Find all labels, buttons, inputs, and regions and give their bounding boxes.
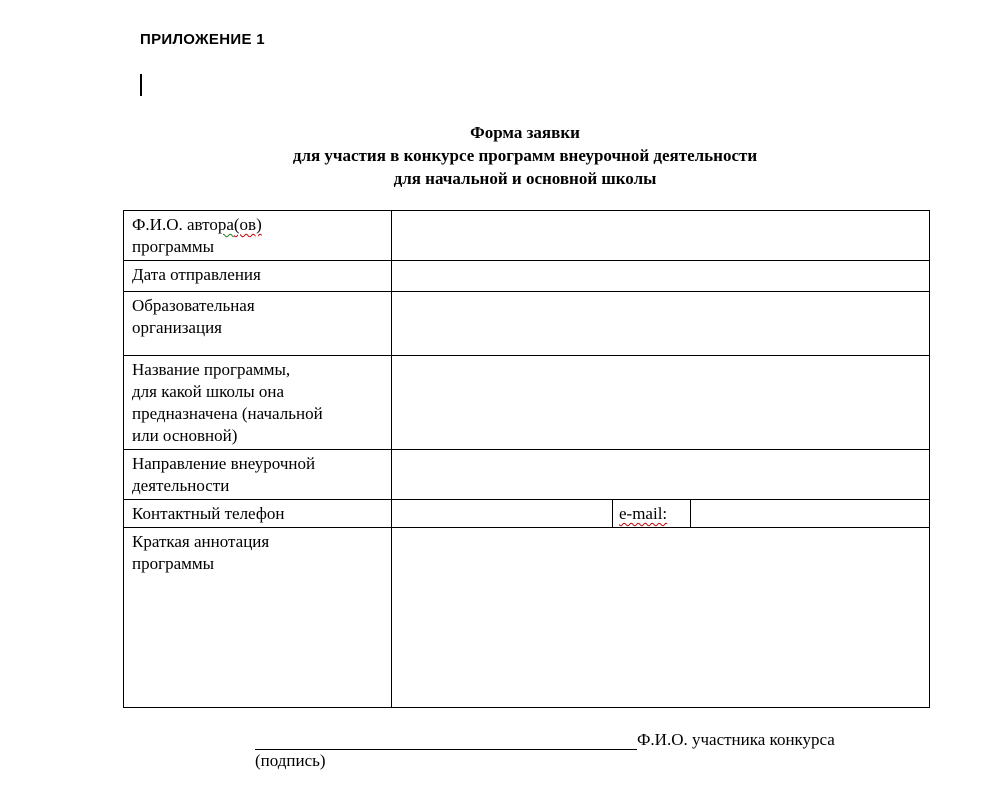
table-row-nazvanie-programmy [124, 356, 930, 450]
application-form-table [123, 210, 930, 708]
label-plain-text: Ф.И.О. авто [132, 215, 218, 234]
value-cell-obrazovatelnaya-organizatsiya[interactable] [392, 292, 930, 356]
signature-podpis-label: (подпись) [255, 751, 326, 770]
form-title: Форма заявки для участия в конкурсе программ внеурочной деятельности для начальной и основной школы [292, 123, 758, 188]
label-cell-nazvanie-programmy: Название программы, для какой школы она предназначена (начальной или основной) [124, 356, 392, 450]
value-cell-kratkaya-annotatsiya[interactable] [392, 528, 930, 708]
label-cell-fio-avtora [124, 211, 392, 261]
email-label-cell [613, 500, 691, 528]
label-line2-text: программы [132, 237, 215, 256]
label-cell-napravlenie-deyatelnosti: Направление внеурочной деятельности [124, 450, 392, 500]
table-row-obrazovatelnaya-organizatsiya [124, 292, 930, 356]
value-cell-email[interactable] [691, 500, 930, 528]
label-cell-obrazovatelnaya-organizatsiya: Образовательная организация [124, 292, 392, 356]
table-row-fio-avtora [124, 211, 930, 261]
value-cell-telefon[interactable] [392, 500, 613, 528]
appendix-heading: ПРИЛОЖЕНИЕ 1 [140, 31, 265, 48]
text-cursor [140, 74, 142, 96]
table-row-kontaktny-telefon [124, 500, 930, 528]
signature-block [255, 729, 835, 750]
label-cell-kontaktny-telefon: Контактный телефон [124, 500, 392, 528]
email-label: e-mail: [619, 504, 668, 523]
table-row-data-otpravleniya [124, 261, 930, 292]
grammar-underlined-text: ра [217, 215, 234, 234]
table-row-kratkaya-annotatsiya [124, 528, 930, 708]
table-row-napravlenie-deyatelnosti [124, 450, 930, 500]
value-cell-nazvanie-programmy[interactable] [392, 356, 930, 450]
spellcheck-underlined-text: (ов) [233, 215, 262, 234]
value-cell-napravlenie-deyatelnosti[interactable] [392, 450, 930, 500]
signature-line [255, 731, 637, 750]
value-cell-data-otpravleniya[interactable] [392, 261, 930, 292]
label-cell-data-otpravleniya: Дата отправления [124, 261, 392, 292]
label-text [132, 215, 262, 256]
label-cell-kratkaya-annotatsiya: Краткая аннотация программы [124, 528, 392, 708]
signature-fio-label: Ф.И.О. участника конкурса [637, 730, 835, 749]
value-cell-fio-avtora[interactable] [392, 211, 930, 261]
